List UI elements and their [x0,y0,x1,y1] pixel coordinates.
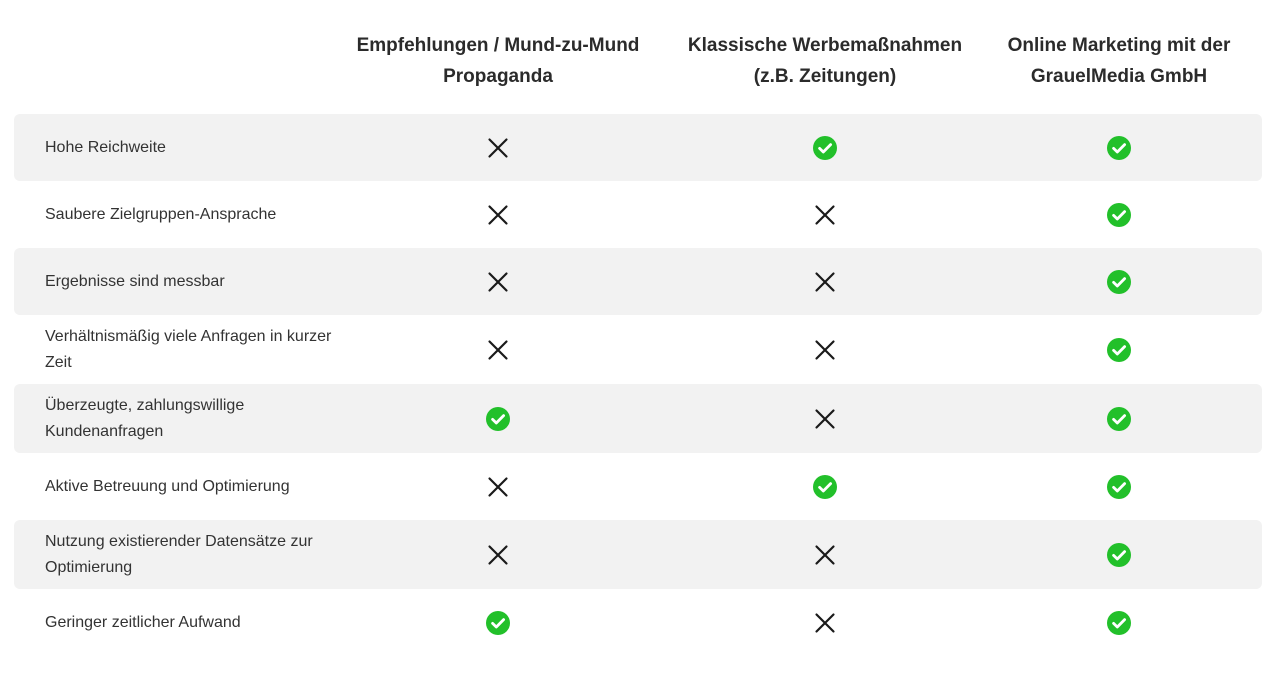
check-icon [1107,475,1131,499]
table-row [14,248,1262,315]
cross-icon [486,203,510,227]
check-icon [1107,136,1131,160]
cross-icon [813,270,837,294]
table-row [14,114,1262,181]
check-icon [1107,338,1131,362]
row-label: Geringer zeitlicher Aufwand [45,613,241,631]
cross-icon [813,338,837,362]
cross-icon [813,203,837,227]
table-row [14,315,1262,384]
check-icon [1107,543,1131,567]
column-header-referrals: Empfehlungen / Mund-zu-Mund Propaganda [356,35,640,87]
check-icon [1107,611,1131,635]
check-icon [1107,270,1131,294]
row-label: Aktive Betreuung und Optimierung [45,477,290,495]
comparison-table [14,30,1262,656]
column-header-classic-advertising: Klassische Werbemaßnahmen (z.B. Zeitungen) [687,35,963,87]
cross-icon [813,407,837,431]
check-icon [813,136,837,160]
table-row [14,520,1262,589]
row-label: Überzeugte, zahlungswillige Kundenanfragen [45,396,245,440]
cross-icon [486,338,510,362]
check-icon [813,475,837,499]
check-icon [486,611,510,635]
cross-icon [486,136,510,160]
check-icon [1107,203,1131,227]
row-label: Verhältnismäßig viele Anfragen in kurzer Zeit [45,327,332,371]
cross-icon [486,543,510,567]
table-body [14,114,1262,656]
table-row [14,589,1262,656]
cross-icon [813,543,837,567]
cross-icon [813,611,837,635]
table-row [14,181,1262,248]
table-header [14,30,1262,114]
table-row [14,384,1262,453]
row-label: Saubere Zielgruppen-Ansprache [45,205,277,223]
cross-icon [486,475,510,499]
row-label: Nutzung existierender Datensätze zur Optimierung [45,532,313,576]
table-row [14,453,1262,520]
check-icon [486,407,510,431]
cross-icon [486,270,510,294]
check-icon [1107,407,1131,431]
column-header-online-marketing: Online Marketing mit der GrauelMedia GmbH [1007,35,1231,87]
row-label: Ergebnisse sind messbar [45,272,225,290]
row-label: Hohe Reichweite [45,138,166,156]
